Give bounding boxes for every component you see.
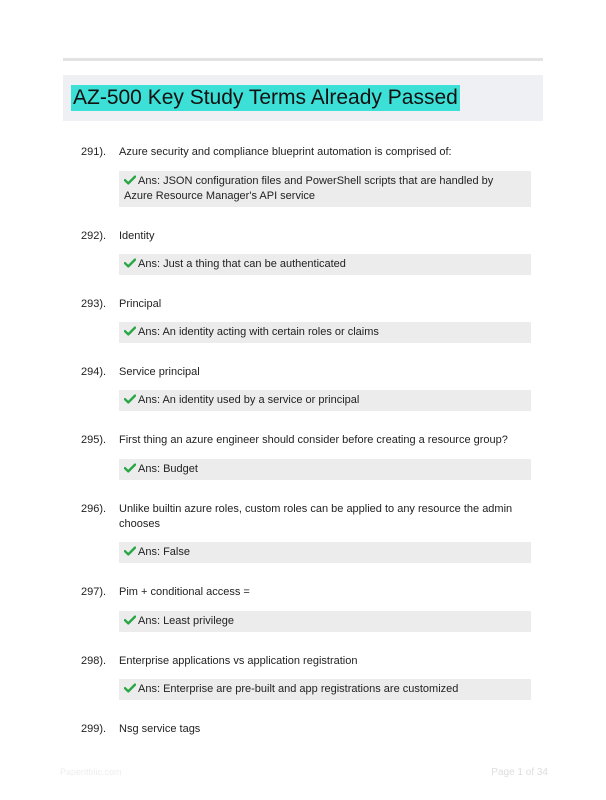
checkmark-icon — [124, 683, 136, 693]
answer-text: Ans: An identity used by a service or principal — [138, 394, 360, 406]
checkmark-icon — [124, 546, 136, 556]
answer-text: Ans: JSON configuration files and PowerShell scripts that are handled by Azure Resource Manager's API service — [124, 175, 494, 202]
answer-box — [119, 322, 531, 343]
question-text: Service principal — [119, 366, 200, 378]
answer-box — [119, 679, 531, 700]
footer-watermark: Paperitblic.com — [60, 767, 122, 777]
answer-box — [119, 254, 531, 275]
question-number: 294). — [81, 366, 107, 378]
checkmark-icon — [124, 463, 136, 473]
question-number: 297). — [81, 586, 107, 598]
checkmark-icon — [124, 258, 136, 268]
checkmark-icon — [124, 175, 136, 185]
question-text: Enterprise applications vs application registration — [119, 655, 358, 667]
answer-text: Ans: False — [138, 546, 190, 558]
question-number: 298). — [81, 655, 107, 667]
answer-text: Ans: Budget — [138, 463, 198, 475]
answer-box — [119, 611, 531, 632]
answer-box — [119, 459, 531, 480]
page-number: Page 1 of 34 — [491, 767, 548, 778]
question-text: Nsg service tags — [119, 723, 201, 735]
question-number: 291). — [81, 146, 107, 158]
question-number: 295). — [81, 434, 107, 446]
checkmark-icon — [124, 326, 136, 336]
question-number: 299). — [81, 723, 107, 735]
answer-box — [119, 390, 531, 411]
question-text: Pim + conditional access = — [119, 586, 250, 598]
answer-text: Ans: Just a thing that can be authenticated — [138, 258, 346, 270]
question-text: Unlike builtin azure roles, custom roles can be applied to any resource the admin chooses — [119, 503, 513, 530]
question-text: Identity — [119, 230, 155, 242]
question-number: 292). — [81, 230, 107, 242]
answer-text: Ans: An identity acting with certain roles or claims — [138, 326, 379, 338]
answer-text: Ans: Enterprise are pre-built and app registrations are customized — [138, 683, 459, 695]
question-number: 293). — [81, 298, 107, 310]
question-text: First thing an azure engineer should consider before creating a resource group? — [119, 434, 508, 446]
question-text: Azure security and compliance blueprint automation is comprised of: — [119, 146, 452, 158]
question-number: 296). — [81, 503, 107, 515]
checkmark-icon — [124, 394, 136, 404]
answer-text: Ans: Least privilege — [138, 615, 234, 627]
page-title: AZ-500 Key Study Terms Already Passed — [73, 86, 458, 109]
answer-box — [119, 171, 531, 207]
checkmark-icon — [124, 615, 136, 625]
answer-box — [119, 542, 531, 563]
question-text: Principal — [119, 298, 162, 310]
